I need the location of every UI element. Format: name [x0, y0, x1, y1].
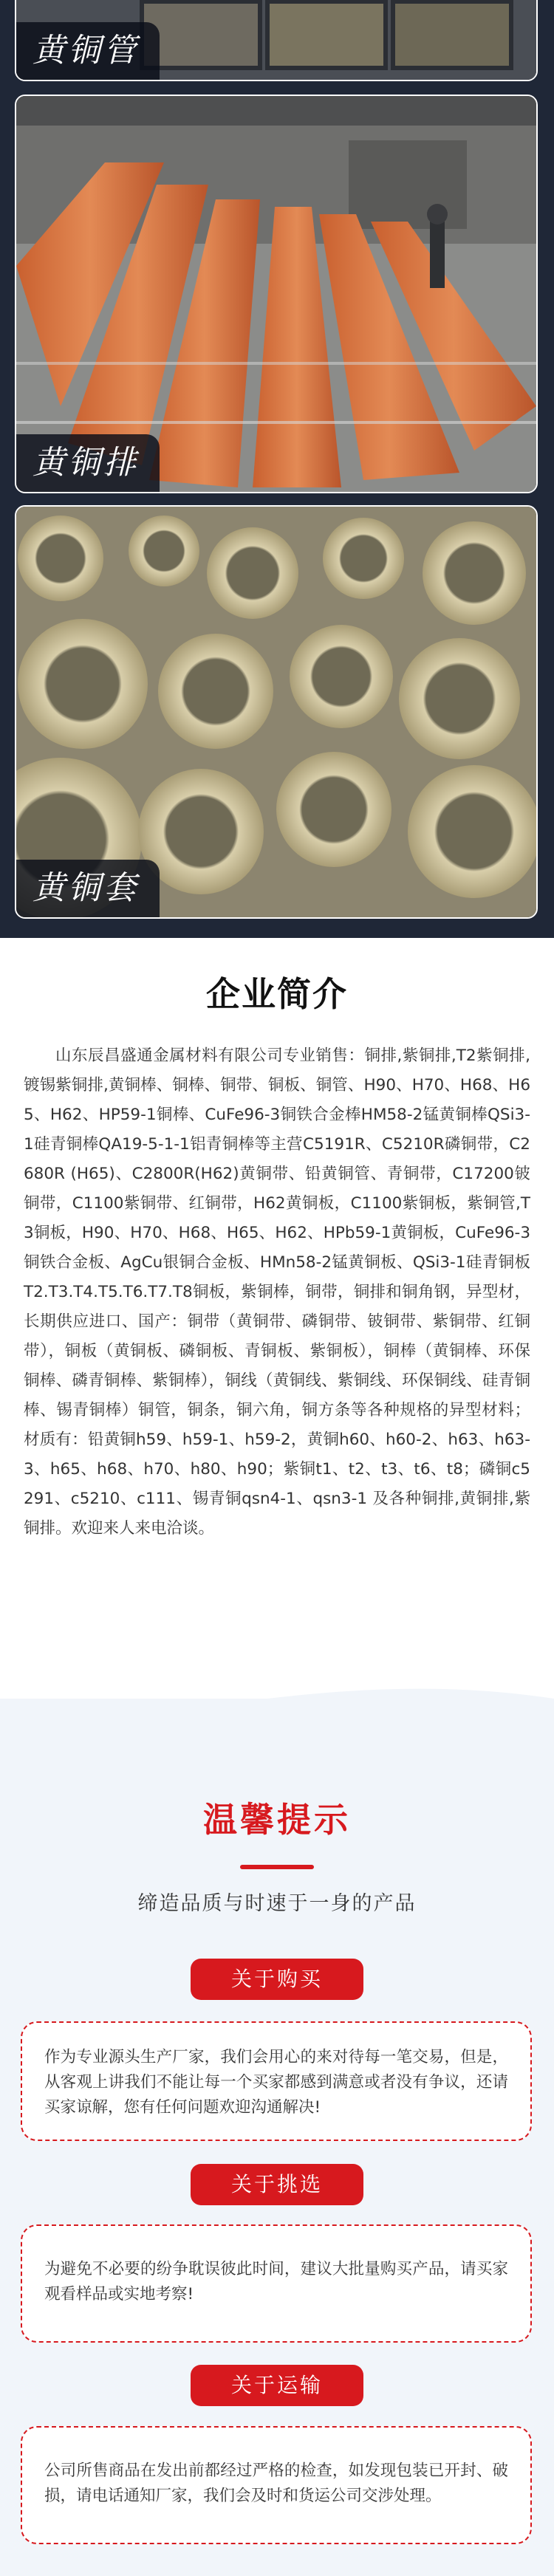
- section-box-shipping: 公司所售商品在发出前都经过严格的检查，如发现包装已开封、破损，请电话通知厂家，我们会及时和货运公司交涉处理。: [21, 2426, 532, 2544]
- brass-bar-photo: [16, 96, 536, 492]
- panel-label: 黄铜排: [16, 434, 160, 492]
- panel-label: 黄铜管: [16, 22, 160, 80]
- product-panel-brass-bushing[interactable]: [15, 505, 538, 919]
- intro-title: 企业简介: [206, 974, 348, 1014]
- tips-title-underline: [240, 1865, 314, 1869]
- tips-subtitle: 缔造品质与时速于一身的产品: [137, 1892, 417, 1915]
- section-box-selection: 为避免不必要的纷争耽误彼此时间，建议大批量购买产品，请买家观看样品或实地考察!: [21, 2224, 532, 2343]
- section-box-purchase: 作为专业源头生产厂家，我们会用心的来对待每一笔交易，但是，从客观上讲我们不能让每一个买家都感到满意或者没有争议，还请买家谅解，您有任何问题欢迎沟通解决!: [21, 2021, 532, 2141]
- tips-title: 温馨提示: [203, 1800, 351, 1840]
- panel-label: 黄铜套: [16, 860, 160, 917]
- intro-text: 山东辰昌盛通金属材料有限公司专业销售：铜排,紫铜排,T2紫铜排,镀锡紫铜排,黄铜棒、铜棒、铜带、铜板、铜管、H90、H70、H68、H65、H62、HP59-1铜棒、CuFe96-3铜铁合金棒HM58-2锰黄铜棒QSi3-1硅青铜棒QA19-5-1-1铝青铜棒等主营C5191R、C5210R磷铜带，C2680R (H65)、C2800R(H62)黄铜带、铅黄铜管、青铜带，C17200铍铜带，C1100紫铜带、红铜带，H62黄铜板，C1100紫铜板，紫铜管,T3铜板，H90、H70、H68、H65、H62、HPb59-1黄铜板，CuFe96-3铜铁合金板、AgCu银铜合金板、HMn58-2锰黄铜板、QSi3-1硅青铜板T2.T3.T4.T5.T6.T7.T8铜板，紫铜棒，铜带，铜排和铜角钢，异型材，长期供应进口、国产：铜带（黄铜带、磷铜带、铍铜带、紫铜带、红铜带），铜板（黄铜板、磷铜板、青铜板、紫铜板），铜棒（黄铜棒、环保铜棒、磷青铜棒、紫铜棒），铜线（黄铜线、紫铜线、环保铜线、硅青铜棒、锡青铜棒）铜管，铜条，铜六角，铜方条等各种规格的异型材料；材质有：铅黄铜h59、h59-1、h59-2，黄铜h60、h60-2、h63、h63-3、h65、h68、h70、h80、h90；紫铜t1、t2、t3、t6、t8；磷铜c5291、c5210、c111、锡青铜qsn4-1、qsn3-1 及各种铜排,黄铜排,紫铜排。欢迎来人来电洽谈。: [24, 1046, 530, 1538]
- section-pill-purchase: 关于购买: [191, 1959, 363, 2000]
- product-panel-brass-tube[interactable]: [15, 0, 538, 81]
- product-panel-brass-bar[interactable]: [15, 95, 538, 493]
- brass-bushing-photo: [16, 507, 536, 917]
- section-wave-divider: [0, 1662, 554, 1750]
- section-pill-shipping: 关于运输: [191, 2365, 363, 2406]
- section-pill-selection: 关于挑选: [191, 2164, 363, 2205]
